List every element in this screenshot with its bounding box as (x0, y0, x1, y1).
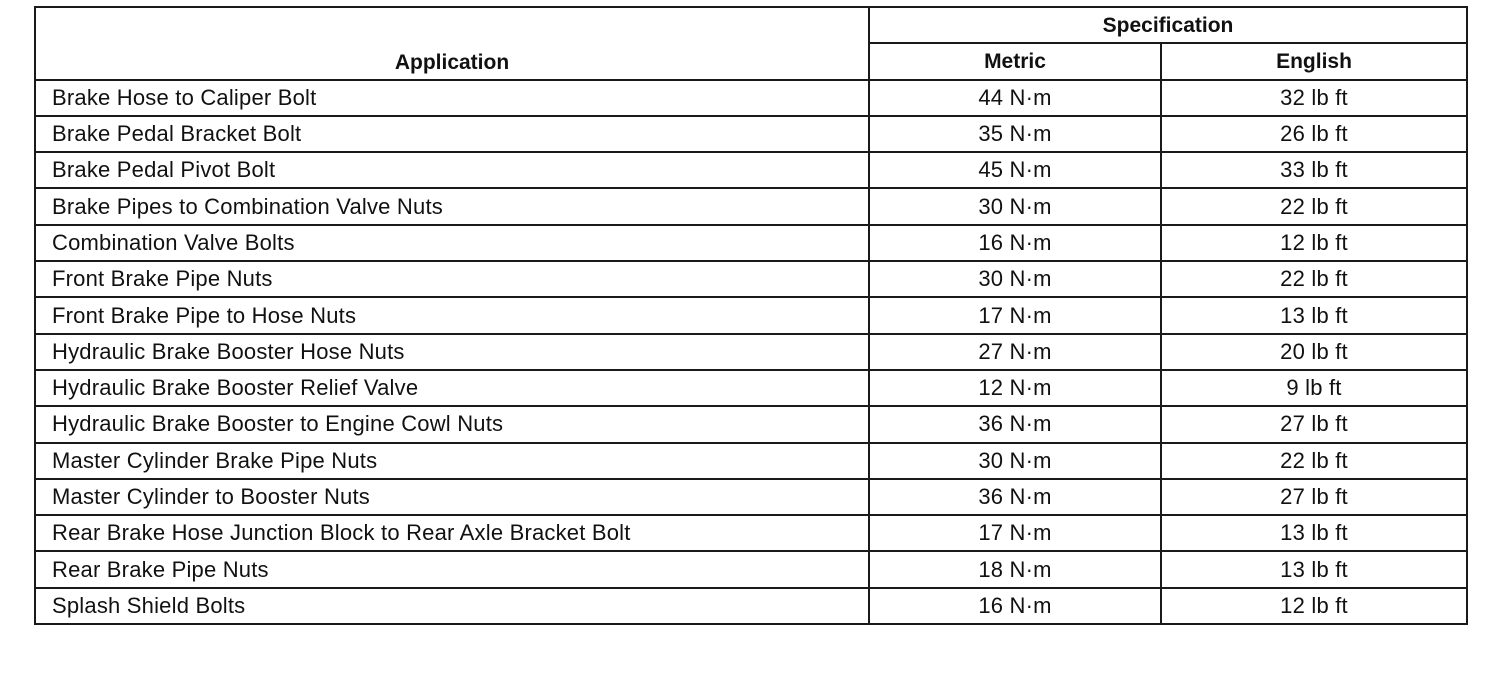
application-cell: Brake Hose to Caliper Bolt (35, 80, 869, 116)
application-cell: Hydraulic Brake Booster Relief Valve (35, 370, 869, 406)
application-cell: Brake Pipes to Combination Valve Nuts (35, 188, 869, 224)
english-value-cell: 22 lb ft (1161, 443, 1467, 479)
application-cell: Master Cylinder Brake Pipe Nuts (35, 443, 869, 479)
header-row-top (35, 7, 1467, 43)
metric-value-cell: 16 N·m (869, 588, 1161, 624)
table-row (35, 334, 1467, 370)
table-body (35, 80, 1467, 624)
application-cell: Front Brake Pipe Nuts (35, 261, 869, 297)
english-value-cell: 27 lb ft (1161, 406, 1467, 442)
table-row (35, 443, 1467, 479)
metric-value-cell: 17 N·m (869, 515, 1161, 551)
metric-value-cell: 36 N·m (869, 479, 1161, 515)
table-row (35, 80, 1467, 116)
table-row (35, 515, 1467, 551)
table-row (35, 261, 1467, 297)
table-row (35, 551, 1467, 587)
table-row (35, 479, 1467, 515)
application-header: Application (35, 7, 869, 80)
metric-value-cell: 18 N·m (869, 551, 1161, 587)
metric-value-cell: 12 N·m (869, 370, 1161, 406)
metric-value-cell: 30 N·m (869, 188, 1161, 224)
english-value-cell: 26 lb ft (1161, 116, 1467, 152)
specification-header: Specification (869, 7, 1467, 43)
english-value-cell: 9 lb ft (1161, 370, 1467, 406)
english-value-cell: 13 lb ft (1161, 297, 1467, 333)
english-value-cell: 33 lb ft (1161, 152, 1467, 188)
table-row (35, 152, 1467, 188)
metric-value-cell: 27 N·m (869, 334, 1161, 370)
english-value-cell: 13 lb ft (1161, 515, 1467, 551)
table-row (35, 297, 1467, 333)
application-cell: Hydraulic Brake Booster Hose Nuts (35, 334, 869, 370)
english-value-cell: 12 lb ft (1161, 588, 1467, 624)
table-row (35, 406, 1467, 442)
application-cell: Combination Valve Bolts (35, 225, 869, 261)
metric-value-cell: 30 N·m (869, 261, 1161, 297)
english-value-cell: 32 lb ft (1161, 80, 1467, 116)
english-value-cell: 13 lb ft (1161, 551, 1467, 587)
metric-value-cell: 45 N·m (869, 152, 1161, 188)
application-cell: Hydraulic Brake Booster to Engine Cowl Nuts (35, 406, 869, 442)
table-row (35, 225, 1467, 261)
metric-value-cell: 35 N·m (869, 116, 1161, 152)
english-value-cell: 22 lb ft (1161, 188, 1467, 224)
application-cell: Brake Pedal Pivot Bolt (35, 152, 869, 188)
application-cell: Splash Shield Bolts (35, 588, 869, 624)
english-header: English (1161, 43, 1467, 79)
table-row (35, 116, 1467, 152)
table-row (35, 370, 1467, 406)
application-cell: Front Brake Pipe to Hose Nuts (35, 297, 869, 333)
fastener-spec-table (34, 6, 1468, 625)
metric-value-cell: 36 N·m (869, 406, 1161, 442)
table-header (35, 7, 1467, 80)
english-value-cell: 27 lb ft (1161, 479, 1467, 515)
table-row (35, 588, 1467, 624)
metric-header: Metric (869, 43, 1161, 79)
metric-value-cell: 30 N·m (869, 443, 1161, 479)
application-cell: Brake Pedal Bracket Bolt (35, 116, 869, 152)
table-row (35, 188, 1467, 224)
application-cell: Master Cylinder to Booster Nuts (35, 479, 869, 515)
english-value-cell: 20 lb ft (1161, 334, 1467, 370)
metric-value-cell: 16 N·m (869, 225, 1161, 261)
application-cell: Rear Brake Hose Junction Block to Rear Axle Bracket Bolt (35, 515, 869, 551)
english-value-cell: 12 lb ft (1161, 225, 1467, 261)
metric-value-cell: 44 N·m (869, 80, 1161, 116)
application-cell: Rear Brake Pipe Nuts (35, 551, 869, 587)
metric-value-cell: 17 N·m (869, 297, 1161, 333)
english-value-cell: 22 lb ft (1161, 261, 1467, 297)
